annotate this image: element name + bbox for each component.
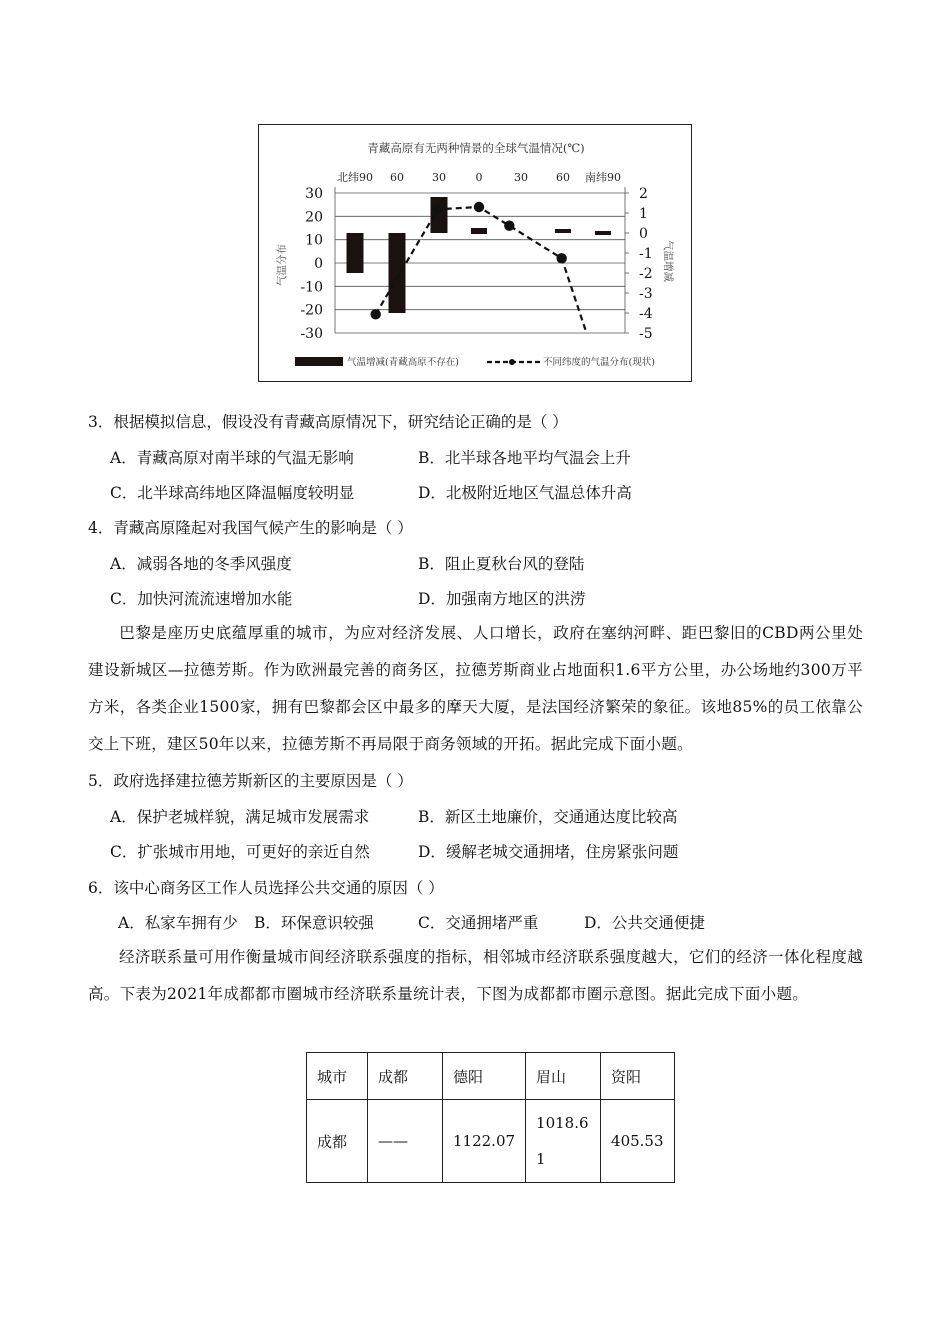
legend-line-label: 不同纬度的气温分布(现状) (543, 357, 655, 368)
table-cell: —— (368, 1100, 443, 1183)
right-tick-label: 1 (639, 206, 648, 222)
category-label: 30 (514, 171, 528, 184)
chengdu-paragraph-text: 经济联系量可用作衡量城市间经济联系强度的指标，相邻城市经济联系强度越大，它们的经济一体化程度越高。下表为2021年成都都市圈城市经济联系量统计表，下图为成都都市圈示意图。据此完成下面小题。 (88, 948, 863, 1003)
category-label: 60 (556, 171, 570, 184)
right-tick-label: 0 (639, 226, 648, 242)
legend-line-marker (509, 359, 515, 365)
table-header-cell: 眉山 (526, 1053, 601, 1100)
question-6-stem: 6．该中心商务区工作人员选择公共交通的原因（ ） (88, 879, 444, 897)
right-tick-label: -2 (639, 266, 653, 282)
climate-chart (258, 124, 692, 382)
right-tick-label: -5 (639, 326, 653, 342)
question-5-option-b: B．新区土地廉价，交通通达度比较高 (418, 808, 678, 826)
left-tick-label: 10 (305, 232, 323, 249)
question-4-option-d: D．加强南方地区的洪涝 (418, 590, 586, 608)
question-5-option-c: C．扩张城市用地，可更好的亲近自然 (110, 843, 370, 861)
temperature-change-bar (431, 197, 448, 233)
left-axis-label: 气温分布 (276, 244, 288, 286)
table-header-row (307, 1053, 675, 1100)
table-cell: 1018.61 (526, 1100, 601, 1183)
question-6-option-d: D．公共交通便捷 (584, 914, 705, 932)
left-tick-label: 30 (305, 186, 323, 202)
category-label: 30 (432, 171, 446, 184)
table-cell: 1122.07 (443, 1100, 526, 1183)
right-axis-label: 气温增减 (662, 240, 674, 282)
question-3-option-c: C．北半球高纬地区降温幅度较明显 (110, 484, 355, 502)
right-tick-label: -1 (639, 246, 653, 262)
category-label: 60 (390, 171, 404, 184)
chengdu-paragraph (88, 939, 863, 1013)
temperature-change-bar (471, 228, 487, 234)
temperature-change-bar (347, 233, 364, 273)
category-label: 南纬90 (585, 171, 621, 184)
question-3-option-b: B．北半球各地平均气温会上升 (418, 449, 631, 467)
left-tick-label: 0 (314, 256, 323, 272)
temperature-change-bar (595, 231, 611, 235)
chart-title: 青藏高原有无两种情景的全球气温情况(℃) (367, 141, 585, 155)
question-4-option-c: C．加快河流流速增加水能 (110, 590, 293, 608)
legend-bar-swatch (295, 357, 343, 366)
table-header-cell: 德阳 (443, 1053, 526, 1100)
temperature-point (474, 202, 484, 212)
paris-paragraph (88, 615, 863, 763)
question-3-option-d: D．北极附近地区气温总体升高 (418, 484, 632, 502)
temperature-point (556, 253, 566, 263)
economic-linkage-table (306, 1052, 675, 1183)
temperature-point (370, 309, 380, 319)
category-label: 0 (475, 171, 483, 184)
temperature-change-bar (555, 229, 571, 233)
table-cell: 405.53 (601, 1100, 675, 1183)
temperature-point (432, 204, 442, 214)
table-header-cell: 成都 (368, 1053, 443, 1100)
table-row (307, 1100, 675, 1183)
table-header-cell: 城市 (307, 1053, 368, 1100)
right-tick-label: 2 (639, 186, 648, 202)
question-4-option-b: B．阻止夏秋台风的登陆 (418, 555, 585, 573)
question-5-option-d: D．缓解老城交通拥堵，住房紧张问题 (418, 843, 679, 861)
question-6-option-a: A．私家车拥有少 (118, 914, 238, 932)
question-3-stem: 3．根据模拟信息，假设没有青藏高原情况下，研究结论正确的是（ ） (88, 413, 568, 431)
left-tick-label: -20 (300, 302, 323, 319)
question-4-stem: 4．青藏高原隆起对我国气候产生的影响是（ ） (88, 519, 413, 537)
question-5-stem: 5．政府选择建拉德芳斯新区的主要原因是（ ） (88, 772, 413, 790)
left-tick-label: -10 (300, 279, 323, 296)
legend-bar-label: 气温增减(青藏高原不存在) (347, 357, 459, 368)
category-label: 北纬90 (337, 171, 373, 184)
question-6-option-c: C．交通拥堵严重 (418, 914, 539, 932)
temperature-distribution-line (376, 207, 587, 333)
left-tick-label: 20 (305, 209, 323, 226)
question-5-option-a: A．保护老城样貌，满足城市发展需求 (110, 808, 370, 826)
temperature-point (504, 220, 514, 230)
right-tick-label: -3 (639, 286, 653, 302)
question-3-option-a: A．青藏高原对南半球的气温无影响 (110, 449, 354, 467)
left-tick-label: -30 (300, 326, 323, 342)
table-header-cell: 资阳 (601, 1053, 675, 1100)
chart-svg (259, 125, 693, 383)
paris-paragraph-text: 巴黎是座历史底蕴厚重的城市，为应对经济发展、人口增长，政府在塞纳河畔、距巴黎旧的CBD两公里处建设新城区—拉德芳斯。作为欧洲最完善的商务区，拉德芳斯商业占地面积1.6平方公里，办公场地约300万平方米，各类企业1500家，拥有巴黎都会区中最多的摩天大厦，是法国经济繁荣的象征。该地85%的员工依靠公交上下班，建区50年以来，拉德芳斯不再局限于商务领域的开拓。据此完成下面小题。 (88, 624, 863, 753)
question-4-option-a: A．减弱各地的冬季风强度 (110, 555, 292, 573)
question-6-option-b: B．环保意识较强 (254, 914, 374, 932)
table-cell: 成都 (307, 1100, 368, 1183)
right-tick-label: -4 (639, 306, 653, 322)
temperature-change-bar (389, 233, 406, 313)
